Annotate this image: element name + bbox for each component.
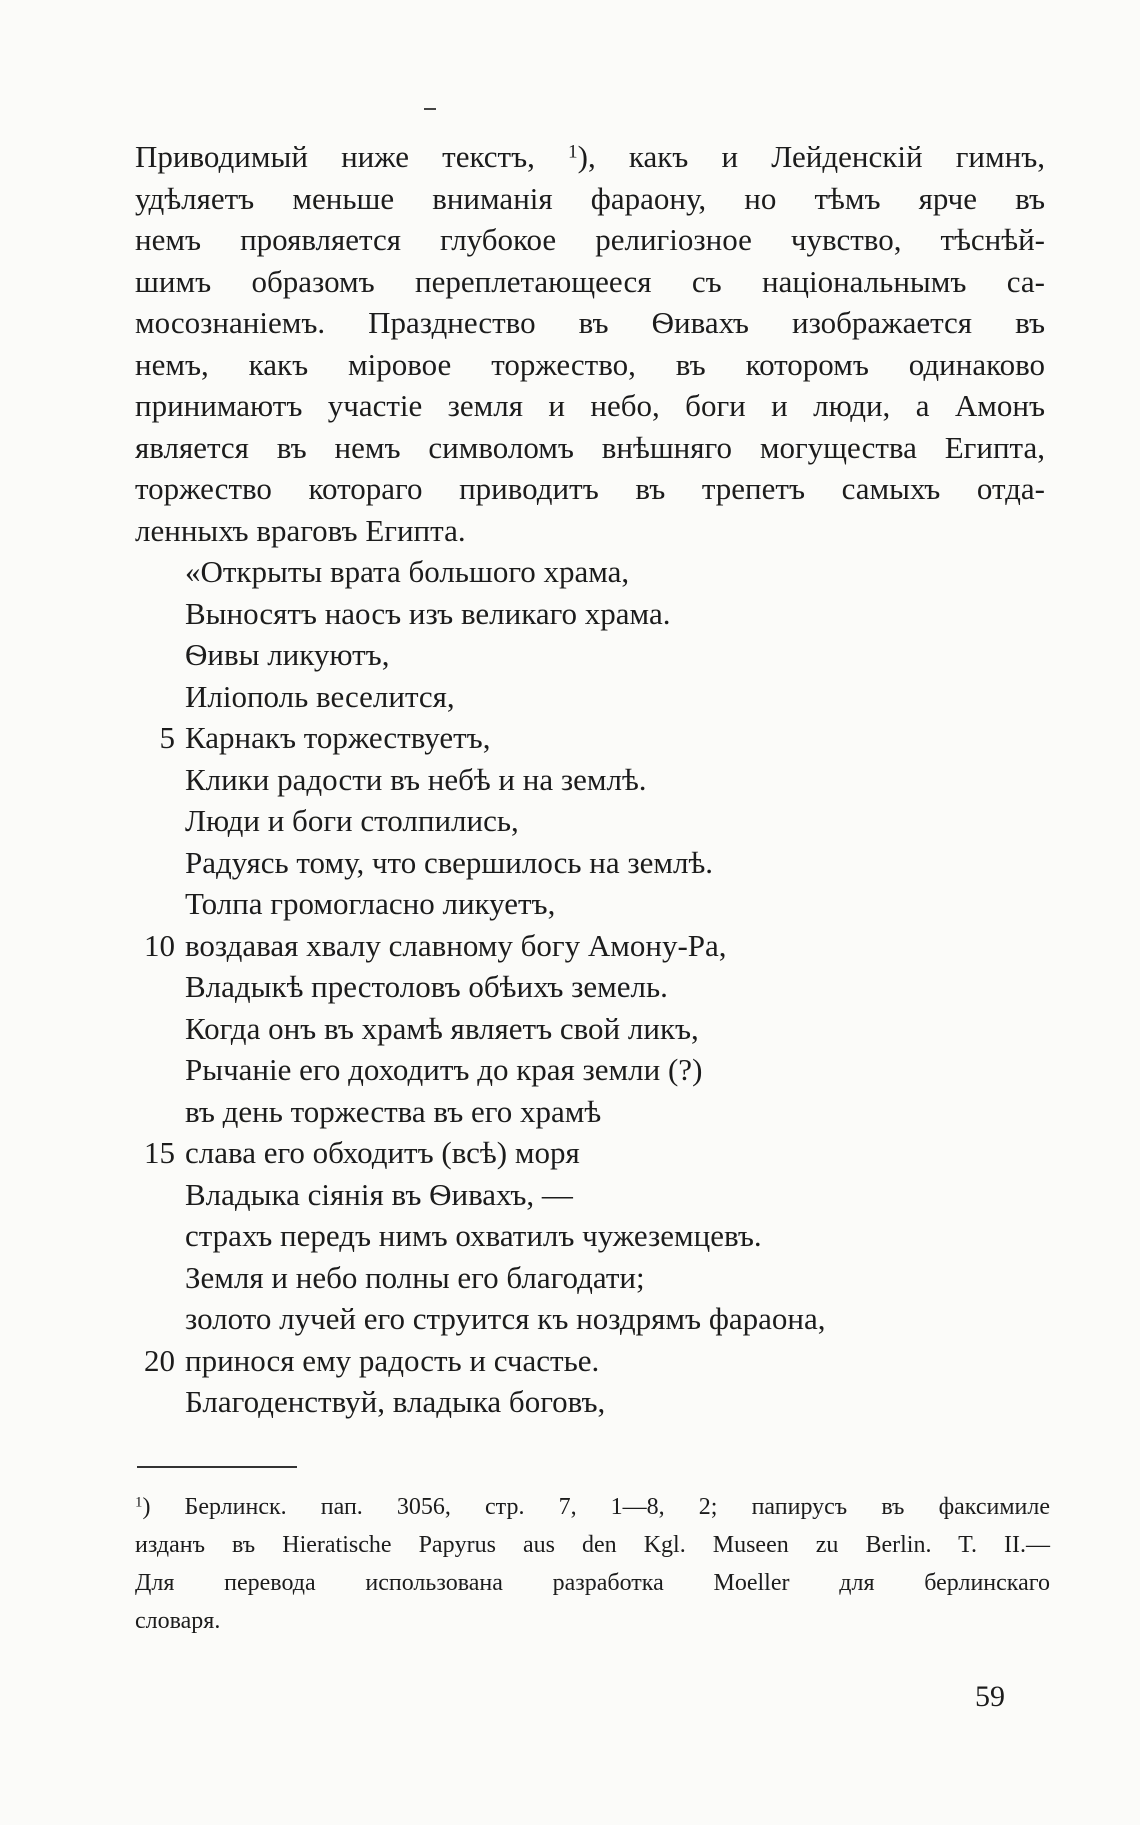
footnote-divider: [137, 1466, 297, 1468]
verse-line: Владыка сіянія въ Ѳивахъ, —: [185, 1176, 573, 1212]
verse-line: 5 Карнакъ торжествуетъ,: [135, 717, 1045, 759]
verse-number: 20: [144, 1342, 175, 1378]
verse-line: Радуясь тому, что свершилось на землѣ.: [185, 844, 714, 880]
page-number: 59: [975, 1680, 1005, 1713]
main-text: [135, 136, 1045, 1423]
footnote-line: изданъ въ Hieratische Papyrus aus den Kgl. Museen zu Berlin. T. II.—: [135, 1532, 1050, 1558]
verse-line: Клики радости въ небѣ и на землѣ.: [185, 761, 647, 797]
verse-line: Рычаніе его доходитъ до края земли (?): [185, 1052, 703, 1087]
prose-line: является въ немъ символомъ внѣшняго могущества Египта,: [135, 429, 1045, 465]
verse-line: Земля и небо полны его благодати;: [185, 1259, 645, 1295]
verse-line: Когда онъ въ храмѣ являетъ свой ликъ,: [185, 1010, 699, 1046]
verse-line: Иліополь веселится,: [185, 678, 455, 714]
prose-paragraph: [135, 136, 1045, 551]
verse-line: «Открыты врата большого храма,: [185, 554, 630, 589]
footnote-marker: 1: [135, 1494, 143, 1511]
footnote-line: Для перевода использована разработка Moeller для берлинскаго: [135, 1570, 1050, 1596]
verse-line: Благоденствуй, владыка боговъ,: [185, 1384, 606, 1419]
prose-line: мосознаніемъ. Празднество въ Ѳивахъ изображается въ: [135, 305, 1045, 340]
hymn-verse: [135, 551, 1045, 1423]
verse-line: Толпа громогласно ликуетъ,: [185, 886, 556, 921]
verse-line: золото лучей его струится къ ноздрямъ фараона,: [185, 1301, 826, 1336]
verse-line: въ день торжества въ его храмѣ: [185, 1093, 602, 1129]
prose-line: немъ, какъ міровое торжество, въ которомъ одинаково: [135, 346, 1045, 382]
verse-line: 20 принося ему радость и счастье.: [135, 1340, 1045, 1382]
footnote-line: словаря.: [135, 1608, 221, 1634]
prose-line: торжество котораго приводитъ въ трепетъ самыхъ отда-: [135, 471, 1045, 506]
verse-line: 15 слава его обходитъ (всѣ) моря: [135, 1132, 1045, 1174]
prose-line: ленныхъ враговъ Египта.: [135, 512, 466, 548]
prose-line: немъ проявляется глубокое религіозное чувство, тѣснѣй-: [135, 222, 1045, 257]
prose-line: шимъ образомъ переплетающееся съ національнымъ са-: [135, 263, 1045, 299]
verse-number: 10: [144, 927, 175, 963]
verse-line: Ѳивы ликуютъ,: [185, 637, 390, 672]
prose-line: принимаютъ участіе земля и небо, боги и люди, а Амонъ: [135, 388, 1045, 423]
verse-number: 5: [159, 720, 175, 755]
prose-line: удѣляетъ меньше вниманія фараону, но тѣмъ ярче въ: [135, 180, 1045, 216]
verse-line: Владыкѣ престоловъ обѣихъ земель.: [185, 969, 668, 1004]
prose-line: Приводимый ниже текстъ, $^1$), какъ и Лейденскій гимнъ,: [135, 139, 1045, 174]
verse-line: Выносятъ наосъ изъ великаго храма.: [185, 595, 671, 631]
verse-line: 10 воздавая хвалу славному богу Амону-Ра,: [135, 925, 1045, 967]
verse-line: страхъ передъ нимъ охватилъ чужеземцевъ.: [185, 1218, 762, 1253]
footnote-line: $^1$) Берлинск. пап. 3056, стр. 7, 1—8, 2; папирусъ въ факсимиле: [135, 1494, 1050, 1520]
header-dash: [424, 108, 436, 110]
verse-line: Люди и боги столпились,: [185, 803, 519, 838]
verse-number: 15: [144, 1135, 175, 1170]
footnote-ref[interactable]: 1: [568, 141, 578, 163]
footnote: [135, 1488, 1050, 1640]
